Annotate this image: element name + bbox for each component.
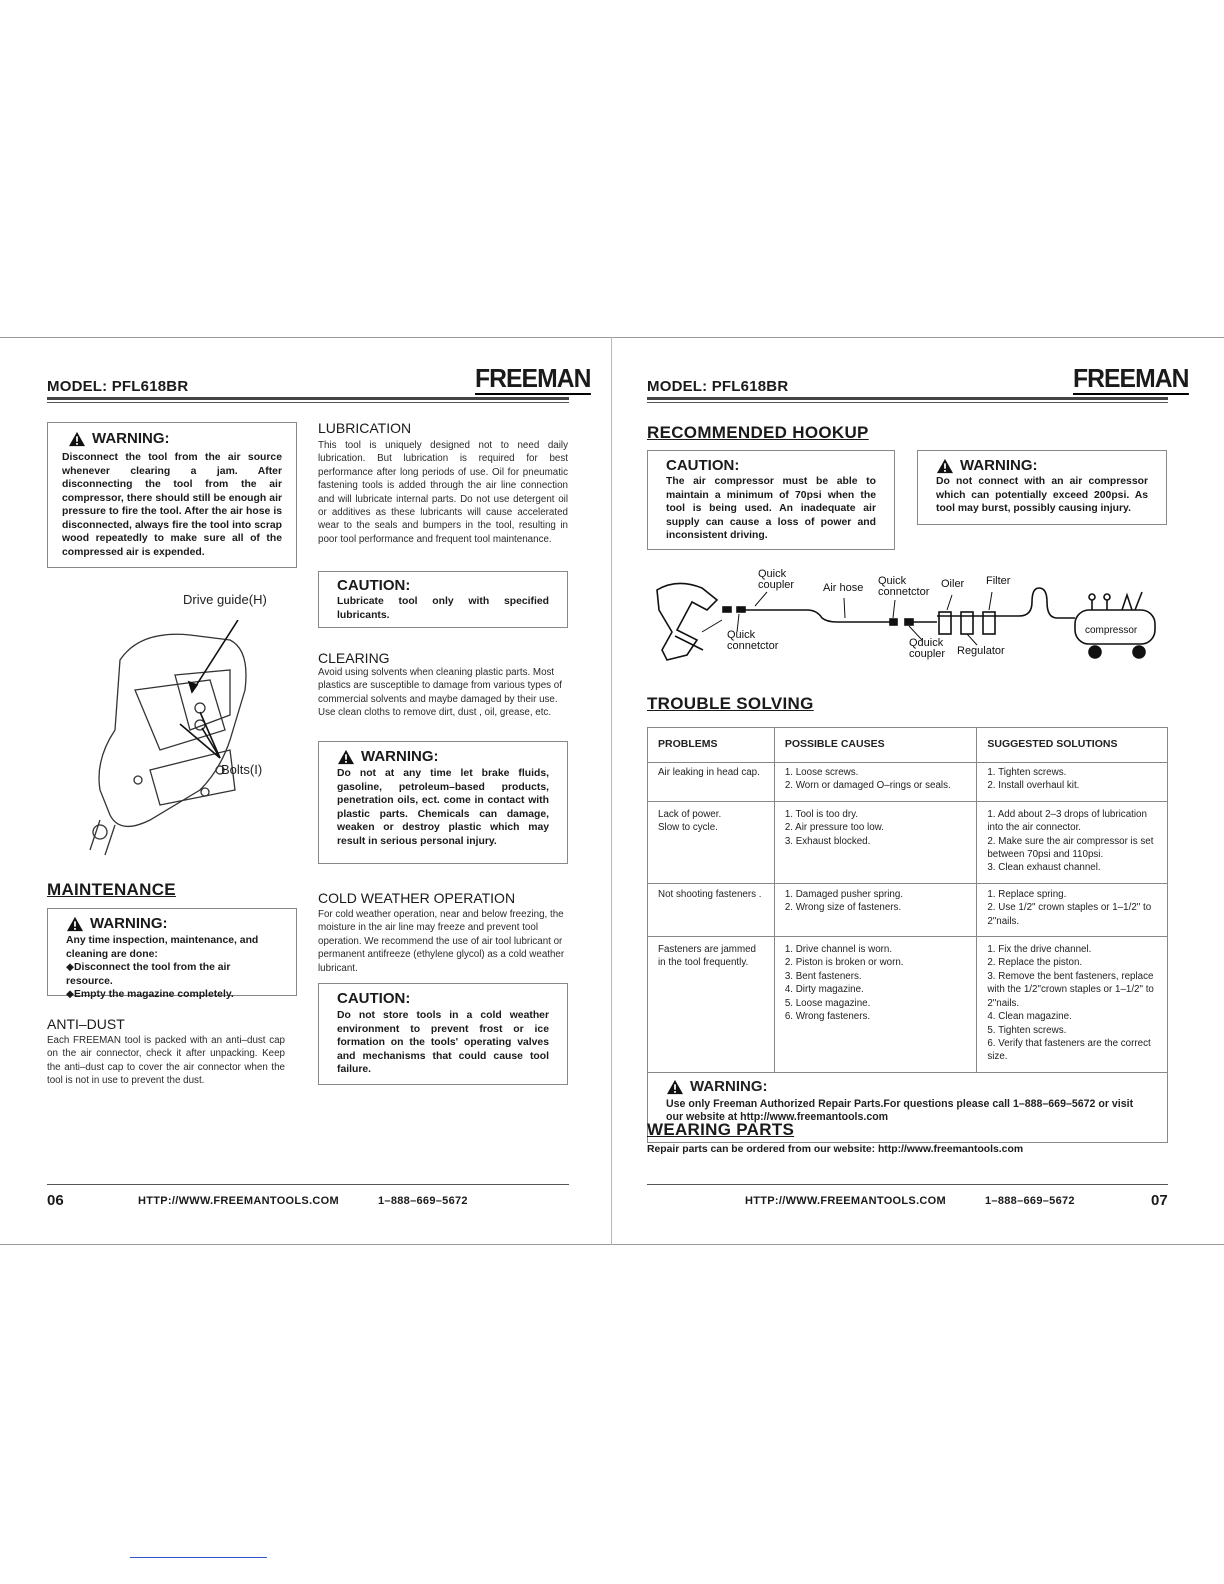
maintenance-bullet-1: ◆Disconnect the tool from the air resource. <box>66 962 231 987</box>
caution-cold-text: Do not store tools in a cold weather environment to prevent frost or ice formation on the tools' operating valves and mechanisms that could cause tool failure. <box>337 1010 549 1075</box>
maintenance-warning-title-text: WARNING: <box>90 915 168 932</box>
cause-item: 5. Loose magazine. <box>784 997 871 1009</box>
hookup-caution-title: CAUTION: <box>666 457 740 474</box>
caution-cold-box <box>318 983 568 1085</box>
maintenance-warning-intro: Any time inspection, maintenance, and cleaning are done: <box>66 935 259 960</box>
warning-triangle-icon <box>337 749 355 765</box>
header-rule-thin-left <box>47 402 569 403</box>
header-rule-left <box>47 397 569 400</box>
brand-logo-text: FREEMAN <box>475 363 591 393</box>
caution-cold-title: CAUTION: <box>337 990 411 1007</box>
table-row <box>648 801 1168 883</box>
brand-logo-left <box>475 363 591 394</box>
trouble-warning-title-text: WARNING: <box>690 1078 768 1096</box>
caution-lubricate-title: CAUTION: <box>337 577 411 594</box>
solutions-cell <box>977 801 1168 883</box>
hookup-caution-text: The air compressor must be able to maintain a minimum of 70psi when the tool is being used. An inadequate air supply can cause a loss of power and inconsistent driving. <box>666 476 876 541</box>
clearing-heading: CLEARING <box>318 650 390 666</box>
solution-item: 2. Make sure the air compressor is set between 70psi and 110psi. <box>987 835 1154 861</box>
drive-guide-illustration <box>80 620 310 860</box>
warning-triangle-icon <box>936 458 954 474</box>
wearing-parts-heading: WEARING PARTS <box>647 1120 795 1139</box>
wearing-parts-text: Repair parts can be ordered from our website: http://www.freemantools.com <box>647 1144 1024 1155</box>
cold-weather-heading: COLD WEATHER OPERATION <box>318 890 516 906</box>
page-number-left: 06 <box>47 1192 64 1209</box>
diagram-label-quick-coupler-1: Quick coupler <box>758 568 795 591</box>
diagram-label-regulator: Regulator <box>957 645 1005 657</box>
warning-triangle-icon <box>666 1079 684 1095</box>
column-header-problems: PROBLEMS <box>648 728 775 763</box>
solution-item: 2. Install overhaul kit. <box>987 780 1080 792</box>
warning-title-text: WARNING: <box>92 430 170 447</box>
solution-item: 1. Tighten screws. <box>987 767 1067 778</box>
diagram-label-air-hose: Air hose <box>823 582 864 594</box>
cause-item: 4. Dirty magazine. <box>784 984 864 996</box>
footer-rule-right <box>647 1184 1168 1185</box>
hookup-warning-box <box>917 450 1167 525</box>
cause-item: 2. Piston is broken or worn. <box>784 957 904 969</box>
problem-cell: Fasteners are jammed in the tool frequently. <box>648 937 775 1073</box>
warning-chemicals-text: Do not at any time let brake fluids, gasoline, petroleum–based products, penetration oils, ect. come in contact with plastic parts. Chemicals can damage, weaken or destroy plastic which may result in serious personal injury. <box>337 768 549 847</box>
cause-item: 2. Air pressure too low. <box>784 822 884 834</box>
header-rule-thin-right <box>647 402 1168 403</box>
table-row <box>648 763 1168 802</box>
warning-text: Disconnect the tool from the air source whenever clearing a jam. After disconnecting the tool from the air compressor, there should still be enough air pressure to fire the tool. After the air hose is disconnected, always fire the tool into scrap wood repeatedly to make sure all of the compressed air is expended. <box>62 452 282 558</box>
caution-lubricate-text: Lubricate tool only with specified lubricants. <box>337 596 549 621</box>
brand-logo-right <box>1073 363 1189 394</box>
diagram-label-oiler: Oiler <box>941 578 965 590</box>
problem-cell: Lack of power. Slow to cycle. <box>648 801 775 883</box>
page-number-right: 07 <box>1151 1192 1168 1209</box>
maintenance-bullet-2: ◆Empty the magazine completely. <box>66 989 234 1000</box>
lubrication-text: This tool is uniquely designed not to need daily lubrication. But lubrication is required for best performance after long periods of use. Oil for pneumatic fastening tools is added through the air line connection and will lubricate internal parts. Do not use detergent oil or additives as these lubricants will cause accelerated wear to the seals and bumpers in the tool, resulting in poor tool performance and frequent tool maintenance. <box>318 440 568 545</box>
footer-url-right: HTTP://WWW.FREEMANTOOLS.COM <box>745 1195 946 1207</box>
lubrication-heading: LUBRICATION <box>318 420 412 436</box>
link-underline <box>130 1557 267 1558</box>
drive-guide-label: Drive guide(H) <box>183 592 267 607</box>
footer-phone-right: 1–888–669–5672 <box>985 1195 1075 1207</box>
causes-cell <box>774 763 977 802</box>
diagram-label-filter: Filter <box>986 575 1011 587</box>
anti-dust-text: Each FREEMAN tool is packed with an anti–dust cap on the air connector, check it after unpacking. Keep the anti–dust cap to cover the air connector when the tool is not in use to prevent the dust. <box>47 1035 285 1087</box>
trouble-table <box>647 727 1168 1143</box>
solution-item: 2. Replace the piston. <box>987 957 1083 969</box>
warning-box-jam <box>47 422 297 568</box>
maintenance-warning-title <box>66 915 278 932</box>
causes-cell <box>774 937 977 1073</box>
diagram-label-compressor: compressor <box>1085 625 1138 636</box>
cold-weather-text: For cold weather operation, near and below freezing, the moisture in the air line may freeze and prevent tool operation. We recommend the use of air tool lubricant or permanent antifreeze (ethylene glycol) as a cold weather lubricant. <box>318 909 565 974</box>
anti-dust-heading: ANTI–DUST <box>47 1016 125 1032</box>
diagram-label-quick-connector-1: Quick connetctor <box>878 575 930 598</box>
model-label-right: MODEL: PFL618BR <box>647 378 789 395</box>
footer-url-left: HTTP://WWW.FREEMANTOOLS.COM <box>138 1195 339 1207</box>
maintenance-warning-box <box>47 908 297 1000</box>
trouble-heading: TROUBLE SOLVING <box>647 694 814 713</box>
page-fold <box>611 337 612 1245</box>
solution-item: 1. Add about 2–3 drops of lubrication into the air connector. <box>987 808 1147 834</box>
cause-item: 1. Damaged pusher spring. <box>784 888 904 900</box>
cause-item: 1. Loose screws. <box>784 767 859 778</box>
cause-item: 1. Drive channel is worn. <box>784 944 893 956</box>
table-row <box>648 937 1168 1073</box>
table-row <box>648 883 1168 936</box>
warning-chemicals-box <box>318 741 568 864</box>
solution-item: 3. Remove the bent fasteners, replace with the 1/2"crown staples or 1–1/2" to 2"nails. <box>987 970 1154 1009</box>
solution-item: 5. Tighten screws. <box>987 1024 1067 1036</box>
trouble-warning-text: Use only Freeman Authorized Repair Parts.For questions please call 1–888–669–5672 or visit our website at http://www.freemantools.com <box>666 1097 1134 1124</box>
problem-cell: Air leaking in head cap. <box>648 763 775 802</box>
model-label-left: MODEL: PFL618BR <box>47 378 189 395</box>
cause-item: 1. Tool is too dry. <box>784 808 858 820</box>
cause-item: 6. Wrong fasteners. <box>784 1011 871 1023</box>
warning-triangle-icon <box>66 916 84 932</box>
footer-phone-left: 1–888–669–5672 <box>378 1195 468 1207</box>
hookup-caution-box <box>647 450 895 550</box>
cause-item: 2. Worn or damaged O–rings or seals. <box>784 780 951 792</box>
warning-title <box>68 430 282 447</box>
clearing-text: Avoid using solvents when cleaning plastic parts. Most plastics are susceptible to damage from various types of commercial solvents and maybe damaged by their use. Use clean cloths to remove dirt, dust , oil, grease, etc. <box>318 667 562 719</box>
hookup-heading: RECOMMENDED HOOKUP <box>647 423 869 442</box>
solution-item: 6. Verify that fasteners are the correct size. <box>987 1037 1151 1063</box>
warning-chemicals-title <box>337 748 549 765</box>
warning-triangle-icon <box>68 431 86 447</box>
solution-item: 2. Use 1/2" crown staples or 1–1/2" to 2"nails. <box>987 902 1152 927</box>
diagram-label-quick-connector-2: Quick connetctor <box>727 629 779 652</box>
hookup-warning-title-text: WARNING: <box>960 457 1038 474</box>
bolts-label: Bolts(I) <box>221 762 263 777</box>
cause-item: 3. Exhaust blocked. <box>784 835 871 847</box>
trouble-warning-title <box>666 1079 1149 1095</box>
causes-cell <box>774 883 977 936</box>
hookup-warning-text: Do not connect with an air compressor which can potentially exceed 200psi. As tool may burst, possibly causing injury. <box>936 476 1148 514</box>
diagram-label-quick-coupler-2: Qduick coupler <box>909 637 946 660</box>
solutions-cell <box>977 937 1168 1073</box>
column-header-causes: POSSIBLE CAUSES <box>774 728 977 763</box>
caution-lubricate-box <box>318 571 568 628</box>
hookup-warning-title <box>936 457 1148 474</box>
table-header-row <box>648 728 1168 763</box>
warning-chemicals-title-text: WARNING: <box>361 748 439 765</box>
header-rule-right <box>647 397 1168 400</box>
solution-item: 3. Clean exhaust channel. <box>987 862 1101 874</box>
solution-item: 1. Replace spring. <box>987 888 1067 900</box>
cause-item: 3. Bent fasteners. <box>784 970 862 982</box>
solutions-cell <box>977 763 1168 802</box>
cause-item: 2. Wrong size of fasteners. <box>784 902 902 914</box>
causes-cell <box>774 801 977 883</box>
maintenance-heading: MAINTENANCE <box>47 880 176 899</box>
brand-logo-text: FREEMAN <box>1073 363 1189 393</box>
problem-cell: Not shooting fasteners . <box>648 883 775 936</box>
column-header-solutions: SUGGESTED SOLUTIONS <box>977 728 1168 763</box>
solutions-cell <box>977 883 1168 936</box>
footer-rule-left <box>47 1184 569 1185</box>
solution-item: 4. Clean magazine. <box>987 1011 1072 1023</box>
solution-item: 1. Fix the drive channel. <box>987 944 1092 956</box>
